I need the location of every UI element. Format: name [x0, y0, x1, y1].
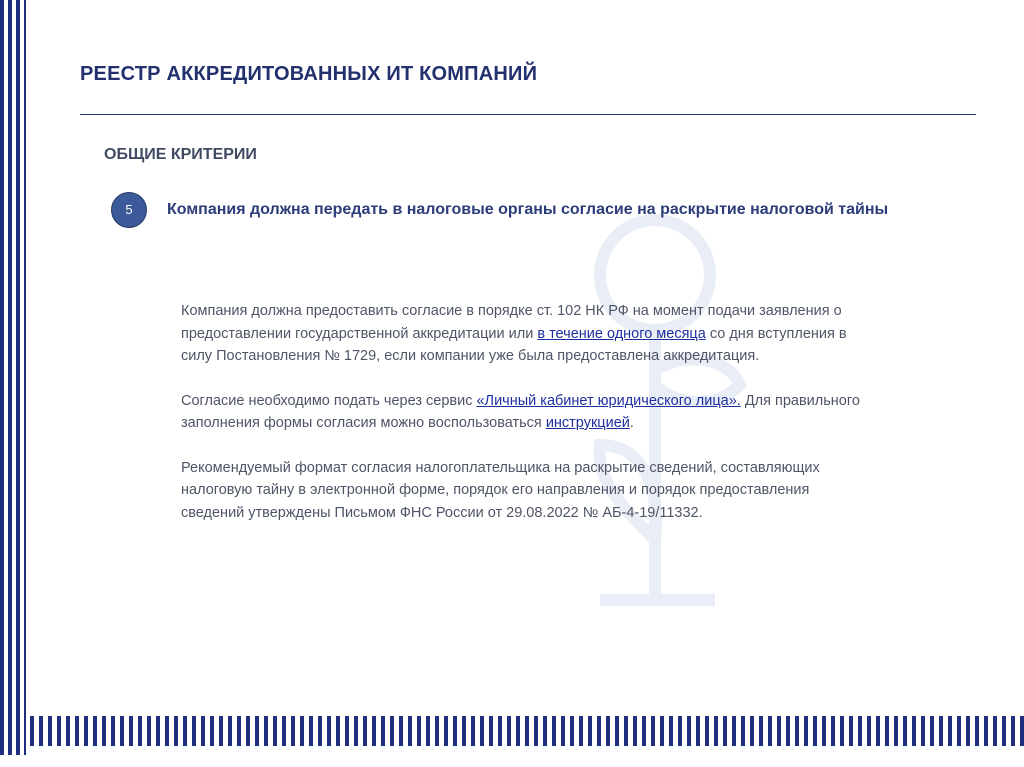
section-heading: ОБЩИЕ КРИТЕРИИ [104, 146, 257, 163]
paragraph1-text-before: Компания должна предоставить согласие в порядке ст. 102 НК РФ на момент подачи заявления о предоставлении государственной аккредитации или [181, 303, 842, 342]
body-text [181, 300, 871, 546]
paragraph1-text-after: со дня вступления в силу Постановления № 1729, если компании уже была предоставлена аккредитация. [181, 325, 847, 364]
personal-account-link[interactable]: «Личный кабинет юридического лица». [476, 392, 741, 409]
criterion-number-badge: 5 [111, 192, 147, 228]
one-month-link[interactable]: в течение одного месяца [537, 325, 706, 342]
paragraph2-text-after: . [629, 415, 634, 431]
page-title: РЕЕСТР АККРЕДИТОВАННЫХ ИТ КОМПАНИЙ [80, 63, 538, 85]
title-divider [80, 114, 976, 115]
criterion-title: Компания должна передать в налоговые органы согласие на раскрытие налоговой тайны [167, 201, 889, 218]
instruction-link[interactable]: инструкцией [545, 415, 630, 431]
paragraph-recommended-format: Рекомендуемый формат согласия налогоплательщика на раскрытие сведений, составляющих налоговую тайну в электронной форме, порядок его направления и порядок предоставления сведений утверждены Письмом ФНС России от 29.08.2022 № АБ-4-19/11332. [181, 459, 820, 521]
paragraph-submission-service [181, 390, 871, 435]
paragraph2-text-before: Согласие необходимо подать через сервис [181, 392, 477, 409]
paragraph2-text-middle: Для правильного заполнения формы согласия можно воспользоваться [181, 392, 860, 431]
paragraph-consent-deadline [181, 300, 871, 368]
bottom-stripe-decoration [30, 716, 1024, 746]
left-stripe-decoration [0, 0, 26, 755]
